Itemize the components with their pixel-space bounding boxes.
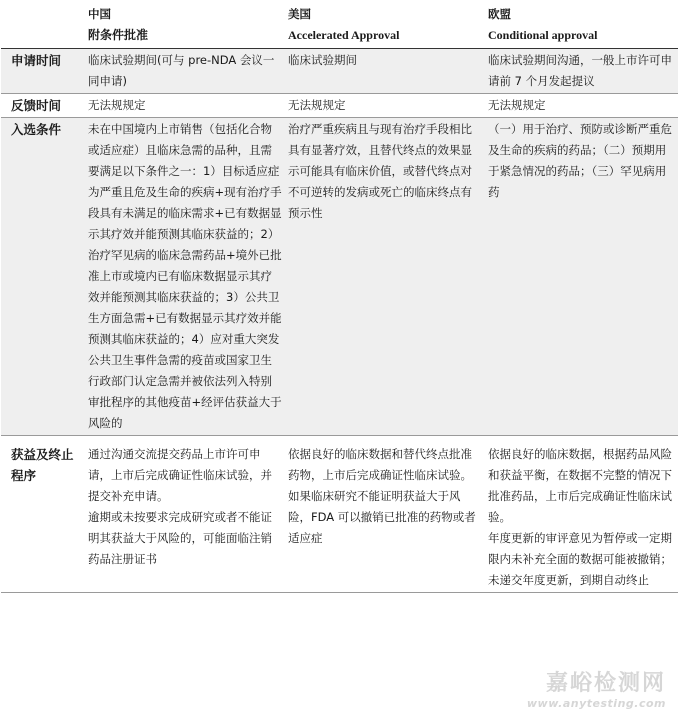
cell-text: 依据良好的临床数据和替代终点批准药物，上市后完成确证性临床试验。 [288, 447, 472, 482]
row-label-feedback-time: 反馈时间 [11, 98, 62, 113]
row-application-time [1, 49, 678, 94]
cell-china-eligibility [88, 118, 288, 436]
row-label-eligibility: 入选条件 [11, 122, 62, 137]
cell-usa-application-time [288, 49, 488, 94]
header-china [88, 2, 288, 49]
cell-text: 无法规规定 [288, 98, 346, 112]
header-usa [288, 2, 488, 49]
cell-text: （一）用于治疗、预防或诊断严重危及生命的疾病的药品；（二）预期用于紧急情况的药品；（三）罕见病用药 [488, 122, 672, 199]
cell-text: 逾期或未按要求完成研究或者不能证明其获益大于风险的，可能面临注销药品注册证书 [88, 510, 272, 566]
site-watermark [527, 666, 666, 710]
cell-text: 无法规规定 [88, 98, 146, 112]
watermark-url: www.anytesting.com [526, 697, 666, 710]
cell-eu-benefit-termination [488, 436, 678, 593]
header-china-country: 中国 [88, 7, 111, 21]
cell-text: 通过沟通交流提交药品上市许可申请，上市后完成确证性临床试验，并提交补充申请。 [88, 447, 272, 503]
row-eligibility [1, 118, 678, 436]
watermark-brand: 嘉峪检测网 [545, 671, 666, 696]
cell-china-application-time [88, 49, 288, 94]
row-label-benefit-termination: 获益及终止程序 [11, 447, 74, 483]
cell-china-benefit-termination [88, 436, 288, 593]
cell-usa-eligibility [288, 118, 488, 436]
cell-eu-feedback-time [488, 94, 678, 118]
header-usa-country: 美国 [288, 7, 311, 21]
cell-text: 年度更新的审评意见为暂停或一定期限内未补充全面的数据可能被撤销；未递交年度更新，到期自动终止 [488, 531, 672, 587]
header-corner-cell [1, 2, 88, 49]
cell-text: 治疗严重疾病且与现有治疗手段相比具有显著疗效，且替代终点的效果显示可能具有临床价值，或替代终点对不可逆转的发病或死亡的临床终点有预示性 [288, 122, 472, 220]
header-eu-country: 欧盟 [488, 7, 511, 21]
comparison-table [1, 2, 678, 593]
cell-text: 未在中国境内上市销售（包括化合物或适应症）且临床急需的品种，且需要满足以下条件之一：1）目标适应症为严重且危及生命的疾病+现有治疗手段具有未满足的临床需求+已有数据显示其疗效并能预测其临床获益的；2）治疗罕见病的临床急需药品+境外已批准上市或境内已有临床数据显示其疗效并能预测其临床获益的；3）公共卫生方面急需+已有数据显示其疗效并能预测其临床获益的；4）应对重大突发公共卫生事件急需的疫苗或国家卫生行政部门认定急需并被依法列入特别审批程序的其他疫苗+经评估获益大于风险的 [88, 122, 282, 430]
header-usa-pathway: Accelerated Approval [288, 28, 400, 42]
row-label-application-time: 申请时间 [11, 53, 62, 68]
row-benefit-termination [1, 436, 678, 593]
cell-text: 临床试验期间(可与 pre-NDA 会议一同申请) [88, 53, 275, 88]
cell-text: 无法规规定 [488, 98, 546, 112]
cell-eu-application-time [488, 49, 678, 94]
cell-text: 临床试验期间沟通，一般上市许可申请前 7 个月发起提议 [488, 53, 672, 88]
header-china-pathway: 附条件批准 [88, 28, 149, 42]
cell-text: 依据良好的临床数据，根据药品风险和获益平衡，在数据不完整的情况下批准药品，上市后完成确证性临床试验。 [488, 447, 672, 524]
header-eu [488, 2, 678, 49]
header-eu-pathway: Conditional approval [488, 28, 598, 42]
row-feedback-time [1, 94, 678, 118]
cell-china-feedback-time [88, 94, 288, 118]
cell-eu-eligibility [488, 118, 678, 436]
cell-text: 临床试验期间 [288, 53, 357, 67]
header-row [1, 2, 678, 49]
cell-text: 如果临床研究不能证明获益大于风险，FDA 可以撤销已批准的药物或者适应症 [288, 489, 476, 545]
cell-usa-benefit-termination [288, 436, 488, 593]
cell-usa-feedback-time [288, 94, 488, 118]
